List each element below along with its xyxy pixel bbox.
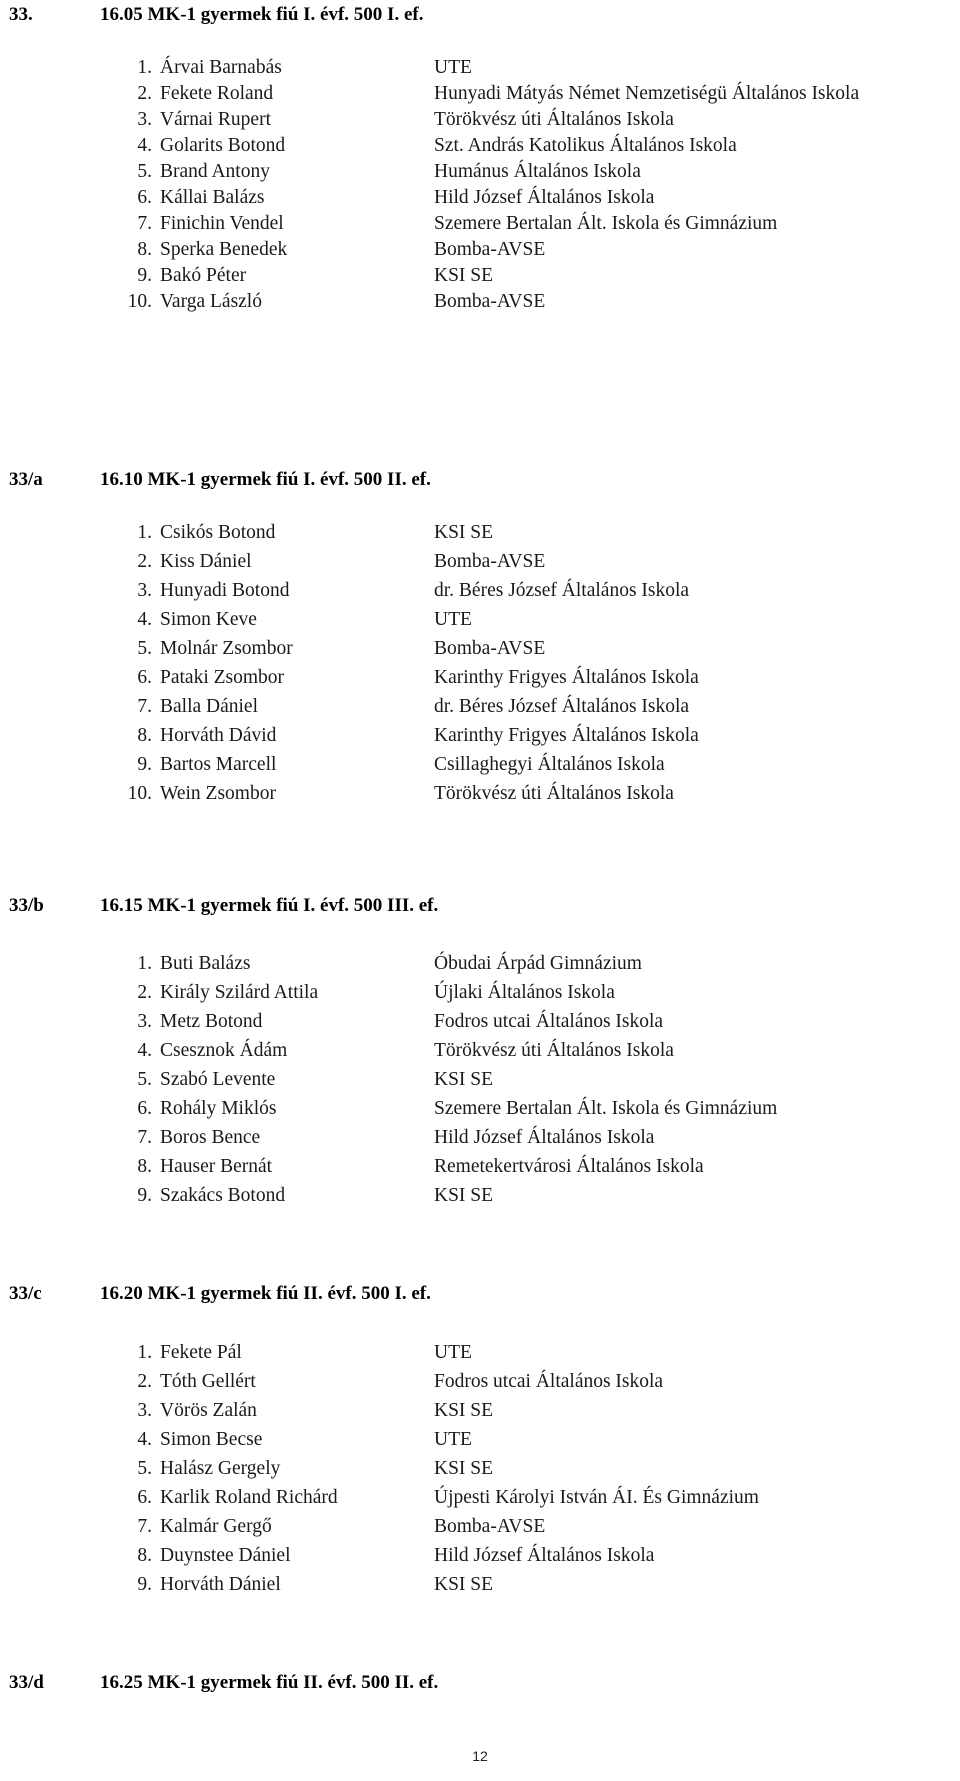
athlete-name: Buti Balázs — [160, 953, 251, 974]
athlete-name: Tóth Gellért — [160, 1371, 256, 1392]
athlete-name: Bakó Péter — [160, 265, 247, 286]
section-number: 33. — [9, 4, 33, 25]
athlete-name: Fekete Roland — [160, 83, 274, 104]
athlete-name: Bartos Marcell — [160, 754, 277, 775]
result-row — [0, 578, 960, 604]
athlete-name: Finichin Vendel — [160, 213, 284, 234]
result-position: 8. — [137, 1545, 152, 1566]
athlete-name: Horváth Dániel — [160, 1574, 281, 1595]
result-position: 3. — [137, 1011, 152, 1032]
result-position: 7. — [137, 213, 152, 234]
result-row — [0, 185, 960, 211]
club-name: Bomba-AVSE — [434, 1516, 546, 1537]
section-heading — [0, 3, 960, 27]
result-position: 2. — [137, 1371, 152, 1392]
athlete-name: Balla Dániel — [160, 696, 259, 717]
event-title: 16.05 MK-1 gyermek fiú I. évf. 500 I. ef. — [100, 4, 424, 25]
result-row — [0, 1125, 960, 1151]
club-name: Fodros utcai Általános Iskola — [434, 1371, 664, 1392]
club-name: UTE — [434, 609, 472, 630]
result-position: 5. — [137, 1069, 152, 1090]
result-position: 6. — [137, 667, 152, 688]
athlete-name: Kalmár Gergő — [160, 1516, 272, 1537]
result-row — [0, 781, 960, 807]
result-row — [0, 1096, 960, 1122]
result-row — [0, 549, 960, 575]
club-name: Szemere Bertalan Ált. Iskola és Gimnázium — [434, 1098, 778, 1119]
athlete-name: Csesznok Ádám — [160, 1040, 288, 1061]
result-position: 8. — [137, 1156, 152, 1177]
result-position: 6. — [137, 1487, 152, 1508]
result-position: 1. — [137, 57, 152, 78]
result-position: 8. — [137, 725, 152, 746]
club-name: Törökvész úti Általános Iskola — [434, 783, 674, 804]
result-row — [0, 1543, 960, 1569]
result-position: 3. — [137, 109, 152, 130]
club-name: UTE — [434, 1342, 472, 1363]
club-name: KSI SE — [434, 522, 494, 543]
result-row — [0, 1183, 960, 1209]
club-name: Karinthy Frigyes Általános Iskola — [434, 667, 699, 688]
athlete-name: Sperka Benedek — [160, 239, 288, 260]
club-name: Hild József Általános Iskola — [434, 1545, 655, 1566]
result-row — [0, 81, 960, 107]
athlete-name: Duynstee Dániel — [160, 1545, 291, 1566]
club-name: Bomba-AVSE — [434, 239, 546, 260]
athlete-name: Szakács Botond — [160, 1185, 286, 1206]
athlete-name: Vörös Zalán — [160, 1400, 257, 1421]
section-heading — [0, 1282, 960, 1306]
result-position: 1. — [137, 953, 152, 974]
result-row — [0, 1009, 960, 1035]
athlete-name: Kállai Balázs — [160, 187, 265, 208]
result-row — [0, 1154, 960, 1180]
result-row — [0, 607, 960, 633]
club-name: dr. Béres József Általános Iskola — [434, 580, 690, 601]
result-row — [0, 237, 960, 263]
athlete-name: Varga László — [160, 291, 262, 312]
result-position: 7. — [137, 1127, 152, 1148]
athlete-name: Boros Bence — [160, 1127, 261, 1148]
result-row — [0, 694, 960, 720]
club-name: Hild József Általános Iskola — [434, 187, 655, 208]
club-name: dr. Béres József Általános Iskola — [434, 696, 690, 717]
result-position: 6. — [137, 1098, 152, 1119]
section-number: 33/b — [9, 895, 44, 916]
club-name: KSI SE — [434, 1069, 494, 1090]
club-name: KSI SE — [434, 1185, 494, 1206]
result-position: 1. — [137, 1342, 152, 1363]
result-row — [0, 1369, 960, 1395]
section-heading — [0, 468, 960, 492]
result-row — [0, 1427, 960, 1453]
section-number: 33/a — [9, 469, 43, 490]
result-row — [0, 289, 960, 315]
club-name: Újlaki Általános Iskola — [434, 982, 615, 1003]
club-name: Bomba-AVSE — [434, 638, 546, 659]
club-name: UTE — [434, 57, 472, 78]
club-name: Remetekertvárosi Általános Iskola — [434, 1156, 704, 1177]
club-name: Hild József Általános Iskola — [434, 1127, 655, 1148]
club-name: KSI SE — [434, 1574, 494, 1595]
result-row — [0, 133, 960, 159]
event-title: 16.10 MK-1 gyermek fiú I. évf. 500 II. ef. — [100, 469, 431, 490]
athlete-name: Halász Gergely — [160, 1458, 281, 1479]
section-heading — [0, 1671, 960, 1695]
result-position: 3. — [137, 580, 152, 601]
result-row — [0, 1572, 960, 1598]
athlete-name: Horváth Dávid — [160, 725, 277, 746]
club-name: Humánus Általános Iskola — [434, 161, 641, 182]
club-name: Fodros utcai Általános Iskola — [434, 1011, 664, 1032]
club-name: Óbudai Árpád Gimnázium — [434, 953, 642, 974]
result-row — [0, 665, 960, 691]
result-row — [0, 752, 960, 778]
athlete-name: Kiss Dániel — [160, 551, 252, 572]
result-position: 4. — [137, 609, 152, 630]
club-name: KSI SE — [434, 1400, 494, 1421]
result-position: 8. — [137, 239, 152, 260]
athlete-name: Király Szilárd Attila — [160, 982, 319, 1003]
section-number: 33/d — [9, 1672, 44, 1693]
result-position: 5. — [137, 1458, 152, 1479]
event-title: 16.20 MK-1 gyermek fiú II. évf. 500 I. ef. — [100, 1283, 431, 1304]
result-row — [0, 1514, 960, 1540]
result-position: 7. — [137, 1516, 152, 1537]
result-row — [0, 159, 960, 185]
club-name: Törökvész úti Általános Iskola — [434, 109, 674, 130]
result-row — [0, 263, 960, 289]
result-row — [0, 1485, 960, 1511]
result-position: 9. — [137, 265, 152, 286]
club-name: Újpesti Károlyi István ÁI. És Gimnázium — [434, 1487, 759, 1508]
result-position: 5. — [137, 161, 152, 182]
club-name: UTE — [434, 1429, 472, 1450]
athlete-name: Simon Keve — [160, 609, 257, 630]
result-position: 7. — [137, 696, 152, 717]
result-row — [0, 107, 960, 133]
athlete-name: Wein Zsombor — [160, 783, 276, 804]
result-position: 2. — [137, 551, 152, 572]
result-row — [0, 951, 960, 977]
club-name: Szemere Bertalan Ált. Iskola és Gimnázium — [434, 213, 778, 234]
result-row — [0, 1456, 960, 1482]
athlete-name: Golarits Botond — [160, 135, 286, 156]
athlete-name: Brand Antony — [160, 161, 270, 182]
club-name: Törökvész úti Általános Iskola — [434, 1040, 674, 1061]
result-position: 1. — [137, 522, 152, 543]
athlete-name: Simon Becse — [160, 1429, 263, 1450]
result-position: 4. — [137, 1040, 152, 1061]
athlete-name: Rohály Miklós — [160, 1098, 277, 1119]
result-position: 5. — [137, 638, 152, 659]
result-row — [0, 723, 960, 749]
result-row — [0, 980, 960, 1006]
result-position: 2. — [137, 982, 152, 1003]
page-number: 12 — [472, 1748, 488, 1764]
result-position: 10. — [127, 783, 152, 804]
athlete-name: Molnár Zsombor — [160, 638, 293, 659]
club-name: Bomba-AVSE — [434, 551, 546, 572]
result-row — [0, 1038, 960, 1064]
athlete-name: Fekete Pál — [160, 1342, 242, 1363]
result-row — [0, 636, 960, 662]
section-heading — [0, 894, 960, 918]
athlete-name: Árvai Barnabás — [160, 57, 282, 78]
result-position: 9. — [137, 1574, 152, 1595]
event-title: 16.15 MK-1 gyermek fiú I. évf. 500 III. ef. — [100, 895, 439, 916]
athlete-name: Várnai Rupert — [160, 109, 272, 130]
result-row — [0, 211, 960, 237]
club-name: KSI SE — [434, 265, 494, 286]
club-name: Csillaghegyi Általános Iskola — [434, 754, 665, 775]
result-row — [0, 1398, 960, 1424]
club-name: KSI SE — [434, 1458, 494, 1479]
athlete-name: Csikós Botond — [160, 522, 276, 543]
club-name: Szt. András Katolikus Általános Iskola — [434, 135, 737, 156]
result-position: 3. — [137, 1400, 152, 1421]
athlete-name: Hauser Bernát — [160, 1156, 273, 1177]
club-name: Bomba-AVSE — [434, 291, 546, 312]
section-number: 33/c — [9, 1283, 42, 1304]
result-position: 2. — [137, 83, 152, 104]
club-name: Hunyadi Mátyás Német Nemzetiségü Általános Iskola — [434, 83, 860, 104]
athlete-name: Pataki Zsombor — [160, 667, 285, 688]
result-row — [0, 55, 960, 81]
event-title: 16.25 MK-1 gyermek fiú II. évf. 500 II. ef. — [100, 1672, 439, 1693]
club-name: Karinthy Frigyes Általános Iskola — [434, 725, 699, 746]
result-row — [0, 1340, 960, 1366]
result-position: 9. — [137, 754, 152, 775]
result-position: 4. — [137, 1429, 152, 1450]
athlete-name: Hunyadi Botond — [160, 580, 290, 601]
result-row — [0, 520, 960, 546]
athlete-name: Karlik Roland Richárd — [160, 1487, 338, 1508]
athlete-name: Metz Botond — [160, 1011, 263, 1032]
result-position: 9. — [137, 1185, 152, 1206]
result-row — [0, 1067, 960, 1093]
result-position: 10. — [127, 291, 152, 312]
result-position: 6. — [137, 187, 152, 208]
athlete-name: Szabó Levente — [160, 1069, 276, 1090]
result-position: 4. — [137, 135, 152, 156]
